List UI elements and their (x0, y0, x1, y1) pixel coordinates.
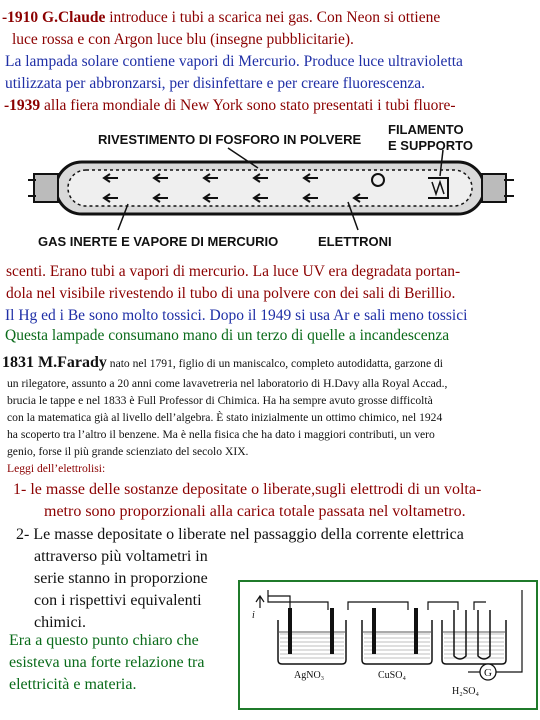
p1-line1 (2, 8, 440, 28)
left-end-cap (34, 174, 58, 202)
faraday-line5: ha scoperto tra l’altro il benzene. Ma è nella fisica che ha dato i maggiori contributi, un vero (7, 428, 435, 441)
p2-line1: La lampada solare contiene vapori di Mercurio. Produce luce ultravioletta (5, 53, 463, 70)
p1-year: -1910 G.Claude (2, 9, 106, 26)
conclusion-line1: Era a questo punto chiaro che (9, 632, 199, 649)
label-i: i (252, 610, 255, 621)
label-g: G (484, 667, 492, 679)
s2-line3: Il Hg ed i Be sono molto tossici. Dopo il 1949 si usa Ar e sali meno tossici (5, 307, 468, 324)
law2-line3: serie stanno in proporzione (34, 570, 208, 587)
p3-year: -1939 (4, 97, 41, 114)
law1-line2: metro sono proporzionali alla carica totale passata nel voltametro. (44, 503, 466, 520)
diagram-frame (239, 581, 537, 709)
p1-text: introduce i tubi a scarica nei gas. Con Neon si ottiene (105, 9, 441, 26)
faraday-text1: nato nel 1791, figlio di un maniscalco, completo autodidatta, garzone di (106, 357, 444, 370)
faraday-line3: brucia le tappe e nel 1833 è Full Professor di Chimica. Ha ha sempre avuto grosse difficoltà (7, 394, 433, 407)
p3-line1 (4, 96, 456, 116)
s2-line2: dola nel visibile rivestendo il tubo di una polvere con dei sali di Berillio. (6, 285, 456, 302)
faraday-line6: genio, forse il più grande scienziato del secolo XIX. (7, 445, 249, 458)
fluorescent-tube-diagram (28, 118, 528, 258)
faraday-line2: un rilegatore, assunto a 20 anni come lavavetreria nel laboratorio di H.Davy alla Royal Accad., (7, 377, 448, 390)
label-gas: GAS INERTE E VAPORE DI MERCURIO (38, 234, 279, 249)
conclusion-line2: esisteva una forte relazione tra (9, 654, 205, 671)
law2-line5: chimici. (34, 614, 86, 631)
law1-line1: 1- le masse delle sostanze depositate o liberate,sugli elettrodi di un volta- (13, 481, 482, 498)
label-h2so4: H₂SO₄ (452, 686, 479, 697)
right-end-cap (482, 174, 506, 202)
faraday-heading: 1831 M.Farady (2, 354, 107, 371)
s2-line4: Questa lampade consumano mano di un terzo di quelle a incandescenza (5, 327, 450, 344)
law2-line1: 2- Le masse depositate o liberate nel passaggio della corrente elettrica (16, 526, 464, 543)
label-agno3: AgNO₃ (294, 670, 325, 681)
voltameter-diagram (238, 580, 538, 710)
p2-line2: utilizzata per abbronzarsi, per disinfettare e per creare fluorescenza. (5, 75, 425, 92)
label-filament-1: FILAMENTO (388, 122, 464, 137)
faraday-line1 (2, 354, 443, 372)
label-filament-2: E SUPPORTO (388, 138, 474, 153)
laws-title: Leggi dell’elettrolisi: (7, 462, 106, 475)
faraday-line4: con la matematica già al livello dell’algebra. È stato inizialmente un ottimo chimico, nel 1924 (7, 411, 443, 424)
p3-text: alla fiera mondiale di New York sono stato presentati i tubi fluore- (40, 97, 456, 114)
law2-line2: attraverso più voltametri in (34, 548, 208, 565)
label-cuso4: CuSO₄ (378, 670, 406, 681)
phosphor-coating (68, 170, 472, 206)
s2-line1: scenti. Erano tubi a vapori di mercurio. La luce UV era degradata portan- (6, 263, 461, 280)
label-coating: RIVESTIMENTO DI FOSFORO IN POLVERE (98, 132, 362, 147)
law2-line4: con i rispettivi equivalenti (34, 592, 202, 609)
label-electrons: ELETTRONI (318, 234, 392, 249)
p1-line2: luce rossa e con Argon luce blu (insegne pubblicitarie). (12, 31, 354, 48)
conclusion-line3: elettricità e materia. (9, 676, 137, 693)
